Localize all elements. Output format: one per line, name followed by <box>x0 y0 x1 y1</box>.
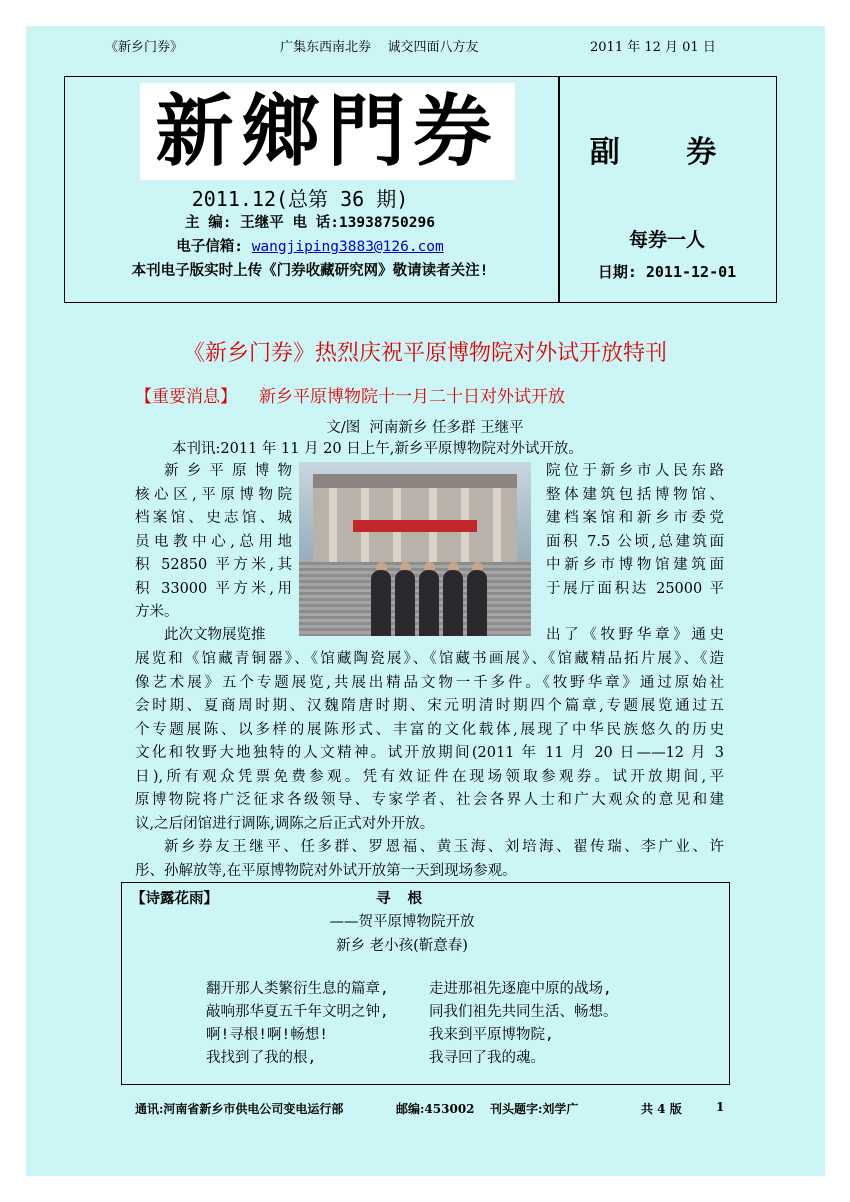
body-line: 议,之后闭馆进行调陈,调陈之后正式对外开放。 <box>135 815 435 832</box>
body-line: 展览和《馆藏青铜器》、《馆藏陶瓷展》、《馆藏书画展》、《馆藏精品拓片展》、《造 <box>135 651 724 667</box>
logo-calligraphy: 新鄉門券 <box>155 86 500 177</box>
left-line: 积 33000 平方米,用 <box>135 580 292 597</box>
body-line: 彤、孙解放等,在平原博物院对外试开放第一天到现场参观。 <box>135 862 517 879</box>
one-per-ticket: 每券一人 <box>628 229 705 251</box>
body-line: 会时期、夏商周时期、汉魏隋唐时期、宋元明清时期四个篇章,专题展览通过五 <box>135 698 724 714</box>
poem-subtitle: ——贺平原博物院开放 <box>329 914 475 930</box>
p2-start: 此次文物展览推 <box>164 627 266 643</box>
header-slogan: 广集东西南北券 诚交四面八方友 <box>280 40 479 55</box>
email-line <box>65 235 555 256</box>
right-line: 面积 7.5 公顷,总建筑面 <box>546 533 724 550</box>
right-line: 于展厅面积达 25000 平 <box>546 580 724 597</box>
poem-line: 同我们祖先共同生活、畅想。 <box>429 1004 618 1020</box>
special-issue-headline: 《新乡门券》热烈庆祝平原博物院对外试开放特刊 <box>182 341 667 366</box>
article-right-column <box>546 460 724 601</box>
right-line: 建档案馆和新乡市委党 <box>546 510 724 526</box>
left-line: 方米。 <box>135 604 179 620</box>
poem-line: 我来到平原博物院, <box>429 1027 554 1043</box>
right-line: 中新乡市博物馆建筑面 <box>546 557 724 573</box>
upload-notice: 本刊电子版实时上传《门券收藏研究网》敬请读者关注! <box>131 263 489 279</box>
masthead <box>64 76 777 303</box>
page-number: 1 <box>716 1100 725 1114</box>
footer-page-count: 共 4 版 <box>641 1102 682 1116</box>
poem-tag: 【诗露花雨】 <box>131 890 218 907</box>
body-line: 像艺术展》五个专题展览,共展出精品文物一千多件。《牧野华章》通过原始社 <box>135 674 724 691</box>
article-left-column <box>135 460 292 625</box>
article-body <box>135 648 724 883</box>
stub-date: 日期: 2011-12-01 <box>597 263 737 281</box>
footer-postcode: 邮编:453002 <box>396 1102 475 1116</box>
p2-start-right: 出了《牧野华章》通史 <box>546 627 724 643</box>
body-line: 个专题展陈、以多样的展陈形式、丰富的文化载体,展现了中华民族悠久的历史 <box>135 721 724 738</box>
body-line: 新乡券友王继平、任多群、罗恩福、黄玉海、刘培海、翟传瑞、李广业、许 <box>164 839 724 855</box>
body-line: 日),所有观众凭票免费参观。凭有效证件在现场领取参观券。试开放期间,平 <box>135 768 724 785</box>
stub-label: 副 券 <box>589 135 745 170</box>
footer-title-credit: 刊头题字:刘学广 <box>490 1102 579 1116</box>
poem-line: 啊!寻根!啊!畅想! <box>206 1027 328 1043</box>
right-line: 院位于新乡市人民东路 <box>546 463 724 479</box>
news-heading <box>135 382 565 407</box>
poem-author: 新乡 老小孩(靳意春) <box>336 938 468 954</box>
header-left: 《新乡门券》 <box>105 40 184 55</box>
left-line: 新乡平原博物 <box>164 463 292 479</box>
poem-line: 翻开那人类繁衍生息的篇章, <box>206 981 389 997</box>
issue-number: 2011.12(总第 36 期) <box>191 187 409 211</box>
poem-box <box>121 882 730 1085</box>
byline: 文/图 河南新乡 任多群 王继平 <box>326 420 524 436</box>
header-date: 2011 年 12 月 01 日 <box>590 40 716 55</box>
editor-line: 主 编: 王继平 电 话:13938750296 <box>185 215 435 231</box>
news-tag: 【重要消息】 <box>135 387 237 407</box>
poem-line: 我找到了我的根, <box>206 1050 317 1066</box>
news-title: 新乡平原博物院十一月二十日对外试开放 <box>259 387 565 407</box>
footer-address: 通讯:河南省新乡市供电公司变电运行部 <box>135 1102 344 1116</box>
left-line: 档案馆、史志馆、城 <box>135 510 292 526</box>
body-line: 原博物院将广泛征求各级领导、专家学者、社会各界人士和广大观众的意见和建 <box>135 792 724 808</box>
poem-line: 走进那祖先逐鹿中原的战场, <box>429 981 612 997</box>
article-intro: 本刊讯:2011 年 11 月 20 日上午,新乡平原博物院对外试开放。 <box>172 441 583 457</box>
left-line: 员电教中心,总用地 <box>135 533 292 550</box>
email-label: 电子信箱: <box>176 239 252 255</box>
email-link[interactable]: wangjiping3883@126.com <box>251 239 444 255</box>
poem-title: 寻 根 <box>375 890 429 907</box>
museum-photo <box>299 462 531 636</box>
right-line: 整体建筑包括博物馆、 <box>546 486 724 503</box>
left-line: 核心区,平原博物院 <box>135 486 292 503</box>
poem-line: 敲响那华夏五千年文明之钟, <box>206 1004 389 1020</box>
poem-line: 我寻回了我的魂。 <box>429 1050 545 1066</box>
left-line: 积 52850 平方米,其 <box>135 557 292 573</box>
masthead-logo <box>140 83 515 180</box>
body-line: 文化和牧野大地独特的人文精神。试开放期间(2011 年 11 月 20 日——12 月 3 <box>135 745 724 761</box>
